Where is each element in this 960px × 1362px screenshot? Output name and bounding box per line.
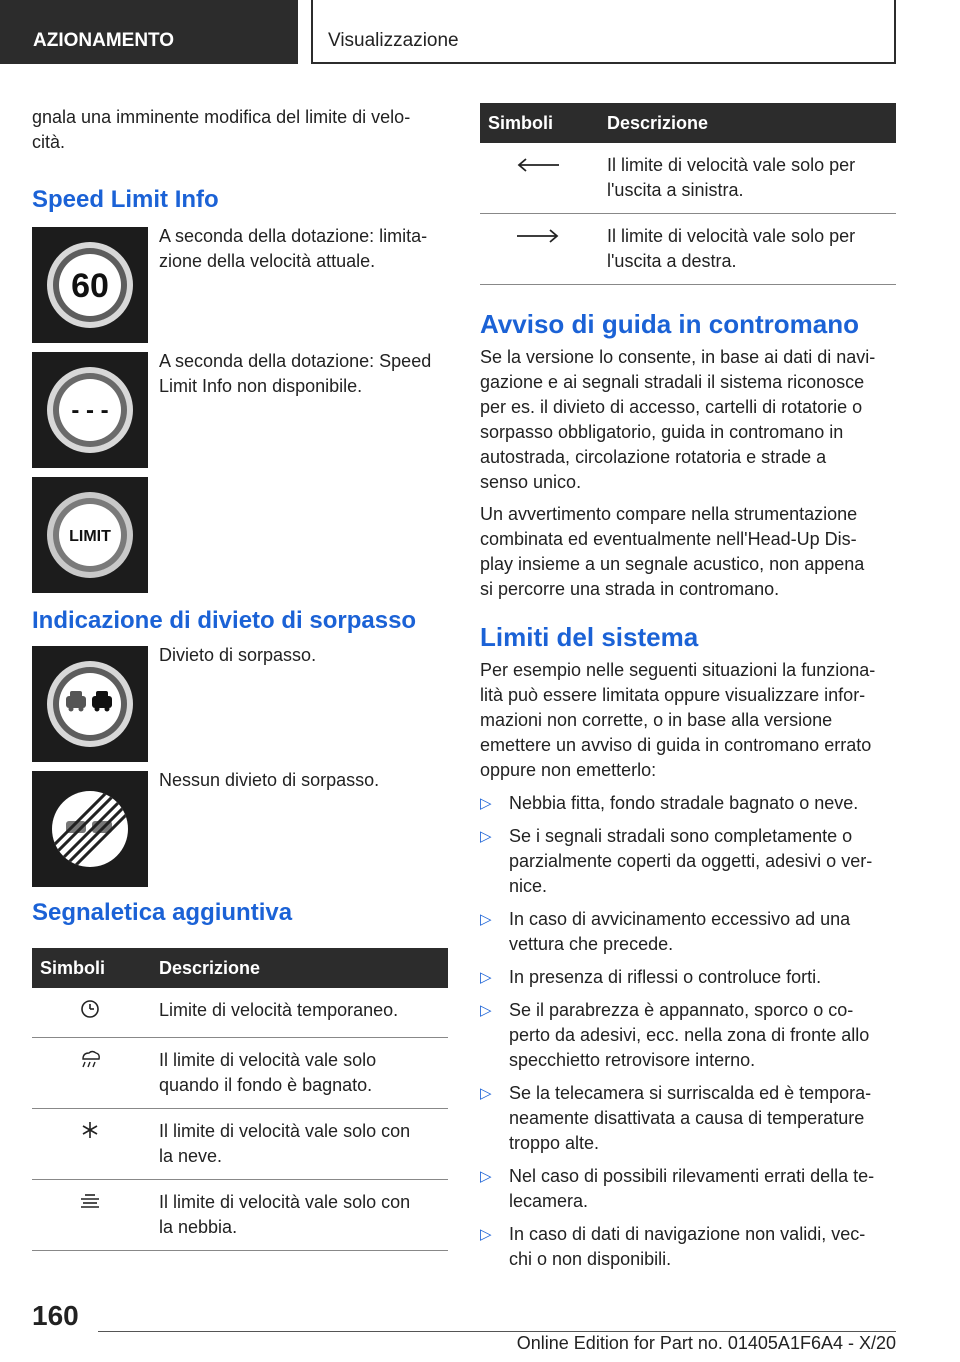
speed-60-label: 60 [71,267,109,305]
exit-signs-table [480,103,896,285]
additional-signs-table [32,948,448,1251]
chapter-tab [311,0,896,64]
snow-icon [32,1109,147,1180]
speed-item-current [32,227,448,352]
system-limits-paragraph: Per esempio nelle seguenti situazioni la funziona- lità può essere limitata oppure visualizzare infor- mazioni non corrette, o in base alla versione emettere un avviso di guida in contromano errato oppure non emetterlo: [480,660,876,780]
right-column [480,103,896,1280]
table-cell-description: Il limite di velocità vale solo quando il fondo è bagnato. [147,1038,448,1109]
column-header-symbols: Simboli [480,103,595,143]
list-item-text: Se i segnali stradali sono completamente o parzialmente coperti da oggetti, adesivi o ver- nice. [509,826,873,896]
footer-divider [98,1331,896,1332]
list-item [480,791,896,816]
table-row [32,1109,448,1180]
table-row [32,1180,448,1251]
limit-sign-label: LIMIT [69,528,111,545]
list-item [480,1081,896,1156]
list-item-text: Nel caso di possibili rilevamenti errati della te- lecamera. [509,1166,875,1211]
limit-sign-icon [32,477,148,593]
fog-icon [32,1180,147,1251]
table-row [32,1038,448,1109]
bullet-triangle-icon: ▷ [480,1226,492,1243]
bullet-triangle-icon: ▷ [480,1002,492,1019]
list-item [480,824,896,899]
no-overtaking-sign-icon [32,646,148,762]
bullet-triangle-icon: ▷ [480,1085,492,1102]
arrow-right-icon [480,214,595,285]
list-item-text: In presenza di riflessi o controluce forti. [509,967,822,987]
arrow-left-icon [480,143,595,214]
end-no-overtaking-sign-icon [32,771,148,887]
column-header-description: Descrizione [595,103,896,143]
table-header-row [480,103,896,143]
table-cell-description: Il limite di velocità vale solo con la nebbia. [147,1180,448,1251]
bullet-triangle-icon: ▷ [480,1168,492,1185]
list-item [480,998,896,1073]
chapter-title: Visualizzazione [328,30,459,51]
list-item [480,1222,896,1272]
page-number: 160 [32,1300,79,1331]
system-limits-heading: Limiti del sistema [480,622,699,652]
table-cell-description: Limite di velocità temporaneo. [147,988,448,1038]
section-title: AZIONAMENTO [33,30,175,51]
column-header-symbols: Simboli [32,948,147,988]
table-header-row [32,948,448,988]
list-item [480,965,896,990]
bullet-triangle-icon: ▷ [480,828,492,845]
table-row [32,988,448,1038]
overtake-item-banned [32,646,448,771]
speed-item-unavailable [32,352,448,477]
additional-signs-heading: Segnaletica aggiuntiva [32,899,293,926]
list-item-text: Se il parabrezza è appannato, sporco o co- perto da adesivi, ecc. nella zona di fronte allo specchietto retrovisore interno. [509,1000,870,1070]
intro-paragraph: gnala una imminente modifica del limite di velo- cità. [32,107,411,152]
column-header-description: Descrizione [147,948,448,988]
rain-icon [32,1038,147,1109]
speed-item-limit [32,477,448,602]
bullet-triangle-icon: ▷ [480,969,492,986]
overtake-heading: Indicazione di divieto di sorpasso [32,607,417,634]
speed-60-sign-icon [32,227,148,343]
wrong-way-paragraph-2: Un avvertimento compare nella strumentazione combinata ed eventualmente nell'Head-Up Dis- play insieme a un segnale acustico, non appena si percorre una strada in contromano. [480,504,865,599]
system-limits-list [480,791,896,1272]
speed-item-current-text: A seconda della dotazione: limita- zione della velocità attuale. [159,226,428,271]
list-item [480,1164,896,1214]
speed-item-unavailable-text: A seconda della dotazione: Speed Limit Info non disponibile. [159,351,432,396]
overtake-banned-text: Divieto di sorpasso. [159,645,317,665]
bullet-triangle-icon: ▷ [480,795,492,812]
overtake-allowed-text: Nessun divieto di sorpasso. [159,770,380,790]
speed-unavailable-sign-icon [32,352,148,468]
list-item [480,907,896,957]
table-row [480,143,896,214]
list-item-text: Se la telecamera si surriscalda ed è tempora- neamente disattivata a causa di temperature troppo alte. [509,1083,872,1153]
speed-limit-heading: Speed Limit Info [32,186,219,213]
list-item-text: In caso di dati di navigazione non validi, vec- chi o non disponibili. [509,1224,866,1269]
bullet-triangle-icon: ▷ [480,911,492,928]
table-cell-description: Il limite di velocità vale solo per l'uscita a destra. [595,214,896,285]
overtake-item-allowed [32,771,448,896]
list-item-text: Nebbia fitta, fondo stradale bagnato o neve. [509,793,859,813]
speed-unavailable-label: - - - [71,397,109,424]
wrong-way-paragraph-1: Se la versione lo consente, in base ai dati di navi- gazione e ai segnali stradali il sistema riconosce per es. il divieto di accesso, cartelli di rotatorie o sorpasso obbligatorio, guida in contromano in autostrada, circolazione rotatoria e strade a senso unico. [480,347,876,492]
edition-note: Online Edition for Part no. 01405A1F6A4 - X/20 [516,1333,896,1353]
left-column [32,100,448,1251]
wrong-way-heading: Avviso di guida in contromano [480,309,859,339]
list-item-text: In caso di avvicinamento eccessivo ad una vettura che precede. [509,909,851,954]
table-row [480,214,896,285]
section-tab [0,0,298,64]
clock-icon [32,988,147,1038]
table-cell-description: Il limite di velocità vale solo per l'uscita a sinistra. [595,143,896,214]
table-cell-description: Il limite di velocità vale solo con la neve. [147,1109,448,1180]
